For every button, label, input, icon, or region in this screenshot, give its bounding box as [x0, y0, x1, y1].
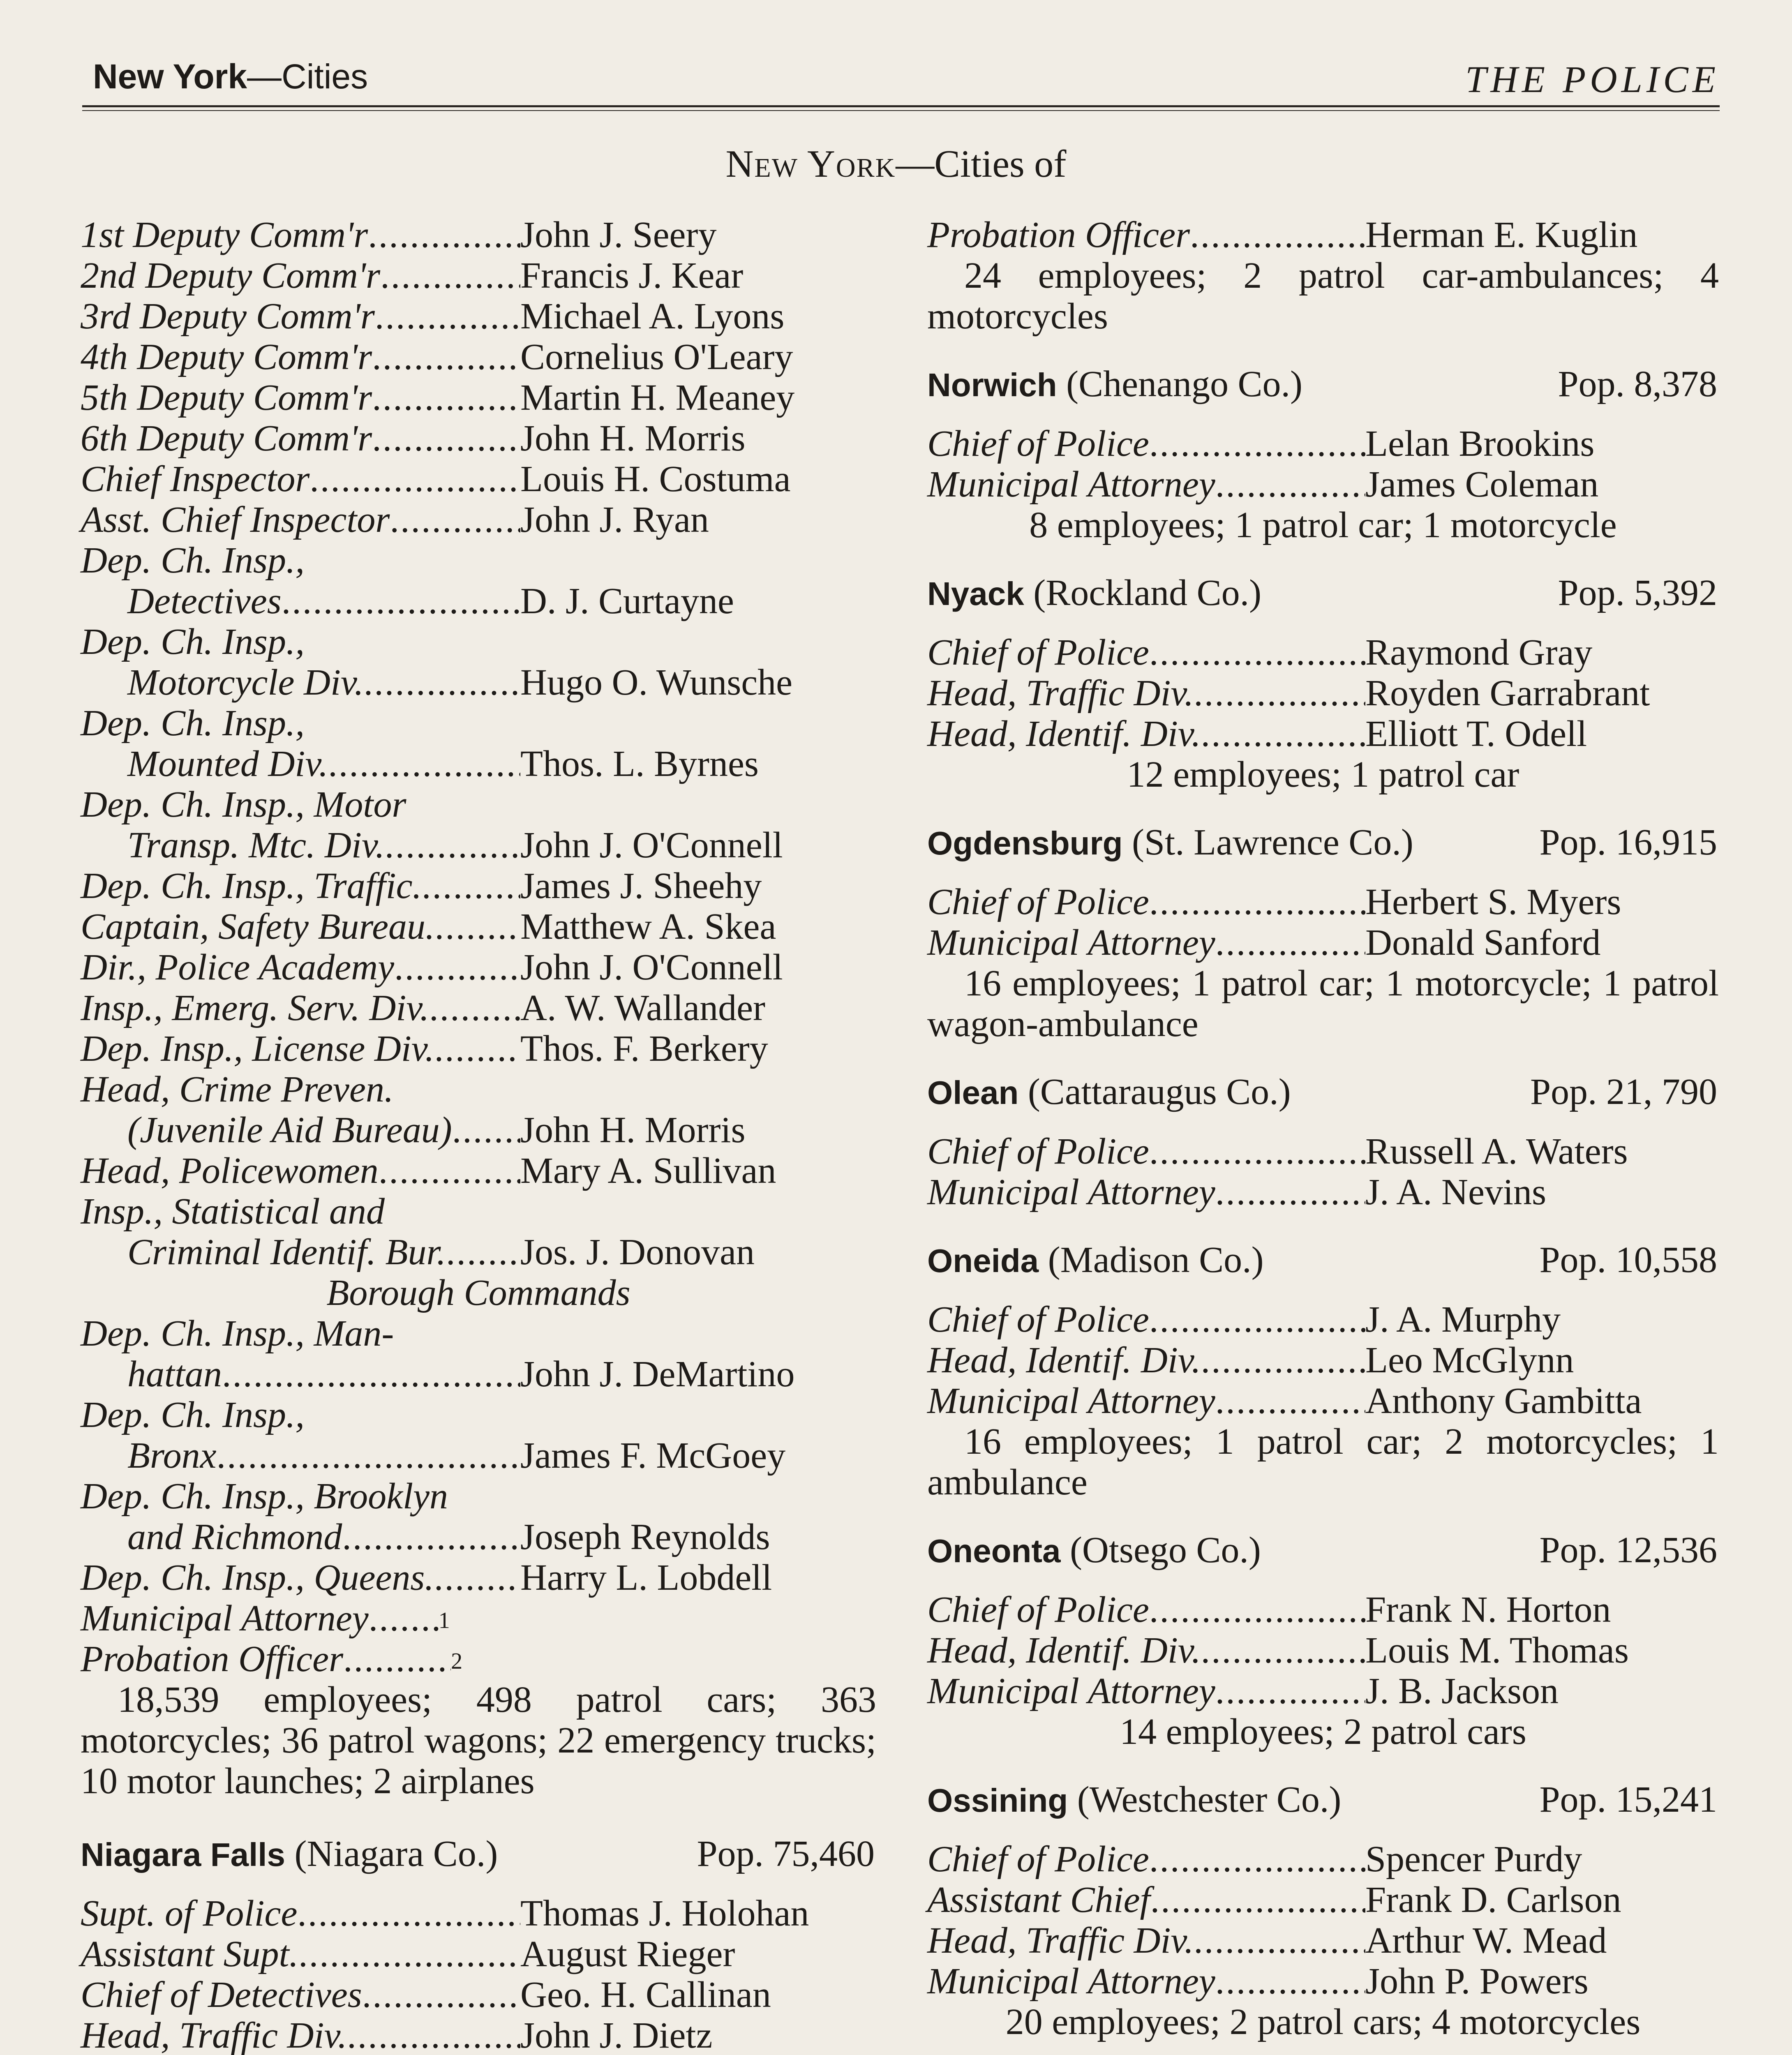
officer-title: Chief of Police: [927, 1839, 1149, 1880]
officer-name: Hugo O. Wunsche: [520, 662, 793, 703]
city-entry: [927, 364, 1719, 545]
officer-title: Head, Traffic Div.: [927, 673, 1194, 713]
officer-row: [81, 1232, 876, 1272]
officer-row: [81, 1517, 876, 1557]
officer-name: John H. Morris: [520, 418, 746, 459]
officer-name: Francis J. Kear: [520, 255, 744, 296]
officer-row: [81, 337, 876, 377]
officer-title: Head, Identif. Div.: [927, 713, 1201, 754]
officer-name: Frank D. Carlson: [1365, 1880, 1621, 1920]
officer-row: [927, 1340, 1719, 1381]
leader-dots: [372, 418, 520, 459]
leader-dots: [379, 1150, 520, 1191]
department-summary: 16 employees; 1 patrol car; 2 motorcycles; 1 ambulance: [927, 1421, 1719, 1503]
right-column: [927, 215, 1719, 2055]
department-summary: 12 employees; 1 patrol car: [1127, 754, 1520, 795]
officer-name: D. J. Curtayne: [520, 581, 734, 621]
officer-title: Municipal Attorney: [927, 922, 1215, 963]
leader-dots: [1190, 215, 1365, 255]
leader-dots: [422, 866, 520, 906]
city-entry: [927, 573, 1719, 795]
officer-title: Dep. Insp., License Div.: [81, 1028, 434, 1069]
officer-name: Arthur W. Mead: [1365, 1920, 1607, 1961]
leader-dots: [364, 662, 520, 703]
officer-title: Municipal Attorney: [81, 1598, 369, 1639]
leader-dots: [309, 459, 520, 499]
officer-title: 6th Deputy Comm'r: [81, 418, 372, 459]
department-summary: 8 employees; 1 patrol car; 1 motorcycle: [1029, 505, 1617, 545]
county-name: (Rockland Co.): [1033, 573, 1262, 613]
officer-title-line: Dep. Ch. Insp., Man-: [81, 1313, 394, 1354]
county-name: (Niagara Co.): [294, 1833, 498, 1874]
city-name: Ossining: [927, 1782, 1068, 1819]
officer-name: James J. Sheehy: [520, 866, 762, 906]
officer-name: John J. Seery: [520, 215, 717, 255]
officer-title: Asst. Chief Inspector: [81, 499, 390, 540]
officer-row: [927, 1131, 1719, 1172]
officer-row: [81, 1974, 876, 2015]
officer-row: [927, 1839, 1719, 1880]
leader-dots: [1149, 1589, 1365, 1630]
officer-title: Mounted Div.: [127, 743, 328, 784]
leader-dots: [390, 499, 520, 540]
officer-row: [927, 632, 1719, 673]
leader-dots: [394, 947, 520, 988]
officer-name: Donald Sanford: [1365, 922, 1601, 963]
officer-row: [927, 1961, 1719, 2002]
leader-dots: [343, 1639, 451, 1679]
leader-dots: [217, 1435, 520, 1476]
city-heading: [927, 364, 1719, 405]
officer-name: Leo McGlynn: [1365, 1340, 1574, 1381]
officer-name: John H. Morris: [520, 1110, 746, 1150]
leader-dots: [1149, 423, 1365, 464]
officer-title: Head, Traffic Div.: [81, 2015, 347, 2055]
officer-row: [927, 1671, 1719, 1711]
officer-row: [81, 825, 876, 866]
population: Pop. 10,558: [1539, 1240, 1717, 1280]
leader-dots: [368, 215, 520, 255]
leader-dots: [1194, 673, 1365, 713]
officer-name: Thos. F. Berkery: [520, 1028, 768, 1069]
officer-name: Thomas J. Holohan: [520, 1893, 809, 1934]
city-entry: [927, 1530, 1719, 1752]
city-heading: [81, 1833, 876, 1875]
city-name: Oneida: [927, 1242, 1039, 1279]
officer-row: Municipal Attorney ..... $^1$: [81, 1598, 876, 1639]
officer-row: [81, 743, 876, 784]
city-entry: [927, 1240, 1719, 1503]
department-summary: 14 employees; 2 patrol cars: [1120, 1711, 1526, 1752]
officer-name: Herbert S. Myers: [1365, 882, 1621, 922]
new-york-officer-list: [81, 215, 876, 1801]
officer-row: [927, 1920, 1719, 1961]
officer-title: Municipal Attorney: [927, 464, 1215, 505]
officer-row: [927, 1589, 1719, 1630]
leader-dots: [1149, 882, 1365, 922]
leader-dots: [1215, 464, 1365, 505]
officer-name: Anthony Gambitta: [1365, 1381, 1642, 1421]
leader-dots: [282, 581, 520, 621]
officer-row: [927, 1880, 1719, 1920]
officer-row: [927, 882, 1719, 922]
leader-dots: [434, 1028, 520, 1069]
department-summary: 24 employees; 2 patrol car-ambulances; 4 motorcycles: [927, 255, 1719, 337]
officer-title: Probation Officer: [81, 1639, 344, 1679]
officer-name: James Coleman: [1365, 464, 1599, 505]
officer-title: 1st Deputy Comm'r: [81, 215, 368, 255]
section-title-city: New York: [725, 143, 896, 185]
officer-row: [81, 255, 876, 296]
officer-row: Probation Officer ..... $^2$: [81, 1639, 876, 1679]
officer-title-line: Dep. Ch. Insp.,: [81, 703, 305, 743]
officer-row: [927, 215, 1719, 255]
officer-name: John J. Dietz: [520, 2015, 713, 2055]
city-heading: [927, 573, 1719, 614]
officer-row: [81, 866, 876, 906]
leader-dots: [429, 988, 520, 1028]
officer-title: Transp. Mtc. Div.: [127, 825, 385, 866]
officer-name: Louis M. Thomas: [1365, 1630, 1629, 1671]
leader-dots: [297, 1893, 520, 1934]
officer-name: John J. Ryan: [520, 499, 709, 540]
city-heading: [927, 1530, 1719, 1571]
leader-dots: [375, 296, 520, 337]
officer-title-line: Dep. Ch. Insp.,: [81, 1395, 305, 1435]
officer-title: Chief of Detectives: [81, 1974, 362, 2015]
officer-title-line: Insp., Statistical and: [81, 1191, 385, 1232]
officer-title: Dep. Ch. Insp., Traffic.: [81, 866, 422, 906]
section-title: [0, 142, 1792, 186]
county-name: (Westchester Co.): [1077, 1779, 1342, 1820]
officer-title: Dep. Ch. Insp., Queens.: [81, 1557, 434, 1598]
leader-dots: [362, 1974, 520, 2015]
officer-title: 4th Deputy Comm'r: [81, 337, 372, 377]
officer-name: Herman E. Kuglin: [1365, 215, 1638, 255]
officer-title-line: Head, Crime Preven.: [81, 1069, 394, 1110]
officer-row: [81, 215, 876, 255]
county-name: (Otsego Co.): [1069, 1530, 1261, 1570]
officer-title: Motorcycle Div.: [127, 662, 364, 703]
officer-name: J. B. Jackson: [1365, 1671, 1559, 1711]
officer-name: Royden Garrabrant: [1365, 673, 1650, 713]
leader-dots: [1201, 713, 1365, 754]
officer-name: Martin H. Meaney: [520, 377, 795, 418]
officer-title: Assistant Chief: [927, 1880, 1150, 1920]
officer-title: Municipal Attorney: [927, 1671, 1215, 1711]
officer-title-line: Dep. Ch. Insp.,: [81, 540, 305, 581]
borough-commands-heading: Borough Commands: [326, 1272, 630, 1313]
officer-title: Head, Identif. Div.: [927, 1340, 1201, 1381]
section-title-rest: —Cities of: [896, 143, 1067, 185]
officer-title: 3rd Deputy Comm'r: [81, 296, 375, 337]
department-summary: 16 employees; 1 patrol car; 1 motorcycle; 1 patrol wagon-ambulance: [927, 963, 1719, 1044]
officer-row: [81, 418, 876, 459]
new-york-continued: [927, 215, 1719, 337]
leader-dots: [298, 1934, 520, 1974]
officer-title: Chief of Police: [927, 1589, 1149, 1630]
officer-title: Detectives: [127, 581, 282, 621]
officer-row: [927, 1630, 1719, 1671]
officer-title-line: Dep. Ch. Insp., Motor: [81, 784, 406, 825]
population: Pop. 16,915: [1539, 822, 1717, 863]
officer-row: [81, 1934, 876, 1974]
officer-title: Chief of Police: [927, 632, 1149, 673]
officer-title: Head, Policewomen: [81, 1150, 379, 1191]
city-name: Oneonta: [927, 1533, 1061, 1569]
officer-name: Louis H. Costuma: [520, 459, 791, 499]
leader-dots: [446, 1232, 520, 1272]
city-name: Nyack: [927, 575, 1024, 612]
leader-dots: [1149, 632, 1365, 673]
city-entry: [927, 1779, 1719, 2042]
officer-name: Elliott T. Odell: [1365, 713, 1587, 754]
officer-name: Russell A. Waters: [1365, 1131, 1628, 1172]
city-entry: [81, 1833, 876, 2055]
leader-dots: [452, 1110, 520, 1150]
header-rule-thin: [82, 110, 1720, 111]
officer-title: Criminal Identif. Bur.: [127, 1232, 446, 1272]
running-header-right: THE POLICE: [1465, 58, 1720, 100]
officer-name: Raymond Gray: [1365, 632, 1593, 673]
officer-title: Dir., Police Academy: [81, 947, 395, 988]
officer-title: 5th Deputy Comm'r: [81, 377, 372, 418]
officer-row: [81, 1110, 876, 1150]
officer-row: [81, 1557, 876, 1598]
officer-title: hattan: [127, 1354, 222, 1395]
city-entry: [927, 822, 1719, 1044]
officer-title: 2nd Deputy Comm'r: [81, 255, 381, 296]
officer-row: [927, 1172, 1719, 1212]
population: Pop. 12,536: [1539, 1530, 1717, 1570]
officer-row: [81, 459, 876, 499]
leader-dots: [347, 2015, 520, 2055]
officer-title: Insp., Emerg. Serv. Div.: [81, 988, 430, 1028]
leader-dots: [1215, 1381, 1365, 1421]
officer-title: Chief Inspector: [81, 459, 310, 499]
officer-name: Geo. H. Callinan: [520, 1974, 771, 2015]
officer-row: [81, 906, 876, 947]
leader-dots: [1215, 1172, 1365, 1212]
leader-dots: [1215, 1671, 1365, 1711]
officer-row: [81, 2015, 876, 2055]
officer-title: Chief of Police: [927, 882, 1149, 922]
officer-title: Captain, Safety Bureau.: [81, 906, 435, 947]
officer-row: [927, 1299, 1719, 1340]
officer-title: Municipal Attorney: [927, 1381, 1215, 1421]
officer-row: [927, 922, 1719, 963]
running-header-left: [93, 57, 368, 97]
leader-dots: [369, 1598, 439, 1639]
population: Pop. 15,241: [1539, 1779, 1717, 1820]
officer-row: [927, 464, 1719, 505]
officer-row: [927, 713, 1719, 754]
officer-title: Assistant Supt.: [81, 1934, 299, 1974]
leader-dots: [380, 255, 520, 296]
officer-name: Matthew A. Skea: [520, 906, 776, 947]
header-rule: [82, 105, 1720, 107]
officer-row: [927, 423, 1719, 464]
officer-name: John P. Powers: [1365, 1961, 1589, 2002]
officer-title-line: Dep. Ch. Insp.,: [81, 621, 305, 662]
officer-row: [81, 988, 876, 1028]
officer-title: Municipal Attorney: [927, 1172, 1215, 1212]
leader-dots: [328, 743, 520, 784]
officer-row: [81, 1435, 876, 1476]
city-entry: [927, 1071, 1719, 1212]
officer-title: Municipal Attorney: [927, 1961, 1215, 2002]
officer-title: Chief of Police: [927, 1131, 1149, 1172]
officer-name: Spencer Purdy: [1365, 1839, 1582, 1880]
officer-name: Lelan Brookins: [1365, 423, 1595, 464]
officer-name: A. W. Wallander: [520, 988, 765, 1028]
officer-row: [81, 1354, 876, 1395]
leader-dots: [1150, 1880, 1365, 1920]
officer-row: [81, 296, 876, 337]
officer-name: James F. McGoey: [520, 1435, 786, 1476]
officer-name: Thos. L. Byrnes: [520, 743, 759, 784]
officer-name: Joseph Reynolds: [520, 1517, 770, 1557]
county-name: (Madison Co.): [1048, 1240, 1264, 1280]
officer-name: Cornelius O'Leary: [520, 337, 793, 377]
leader-dots: [342, 1517, 520, 1557]
officer-row: [81, 499, 876, 540]
header-section: —Cities: [247, 57, 368, 96]
officer-title: Chief of Police: [927, 1299, 1149, 1340]
leader-dots: [1215, 1961, 1365, 2002]
officer-title: and Richmond: [127, 1517, 342, 1557]
leader-dots: [1215, 922, 1365, 963]
leader-dots: [1201, 1340, 1365, 1381]
officer-name: Jos. J. Donovan: [520, 1232, 755, 1272]
city-heading: [927, 1071, 1719, 1113]
leader-dots: [372, 337, 520, 377]
population: Pop. 8,378: [1558, 364, 1717, 404]
officer-name: Mary A. Sullivan: [520, 1150, 776, 1191]
department-summary: 18,539 employees; 498 patrol cars; 363 motorcycles; 36 patrol wagons; 22 emergency trucks; 10 motor launches; 2 airplanes: [81, 1679, 876, 1801]
officer-row: [81, 947, 876, 988]
officer-row: [81, 1893, 876, 1934]
officer-name: Michael A. Lyons: [520, 296, 785, 337]
officer-name: Frank N. Horton: [1365, 1589, 1611, 1630]
officer-name: John J. O'Connell: [520, 825, 783, 866]
leader-dots: [1149, 1299, 1365, 1340]
officer-row: [927, 1381, 1719, 1421]
header-state: New York: [93, 57, 247, 96]
officer-name: J. A. Murphy: [1365, 1299, 1561, 1340]
city-heading: [927, 1240, 1719, 1281]
officer-row: [81, 1150, 876, 1191]
city-name: Olean: [927, 1074, 1019, 1111]
officer-title: Head, Traffic Div.: [927, 1920, 1194, 1961]
officer-name: August Rieger: [520, 1934, 735, 1974]
county-name: (St. Lawrence Co.): [1132, 822, 1413, 863]
officer-row: [81, 377, 876, 418]
city-name: Norwich: [927, 367, 1057, 403]
city-heading: [927, 1779, 1719, 1821]
city-name: Niagara Falls: [81, 1836, 286, 1873]
leader-dots: [372, 377, 520, 418]
officer-row: [81, 662, 876, 703]
leader-dots: [222, 1354, 520, 1395]
officer-name: J. A. Nevins: [1365, 1172, 1547, 1212]
leader-dots: [1149, 1131, 1365, 1172]
officer-name: John J. DeMartino: [520, 1354, 795, 1395]
officer-name: John J. O'Connell: [520, 947, 783, 988]
department-summary: 20 employees; 2 patrol cars; 4 motorcycles: [1005, 2002, 1641, 2042]
leader-dots: [385, 825, 520, 866]
officer-row: [927, 673, 1719, 713]
leader-dots: [435, 906, 520, 947]
officer-title: Supt. of Police: [81, 1893, 298, 1934]
city-name: Ogdensburg: [927, 825, 1123, 861]
population: Pop. 75,460: [697, 1833, 875, 1874]
population: Pop. 21, 790: [1530, 1071, 1717, 1112]
left-column: [81, 215, 876, 2055]
county-name: (Cattaraugus Co.): [1028, 1071, 1291, 1112]
officer-title: (Juvenile Aid Bureau): [127, 1110, 452, 1150]
leader-dots: [1194, 1920, 1365, 1961]
population: Pop. 5,392: [1558, 573, 1717, 613]
officer-name: Harry L. Lobdell: [520, 1557, 772, 1598]
leader-dots: [1201, 1630, 1365, 1671]
leader-dots: [1149, 1839, 1365, 1880]
county-name: (Chenango Co.): [1066, 364, 1302, 404]
officer-title: Head, Identif. Div.: [927, 1630, 1201, 1671]
officer-title-line: Dep. Ch. Insp., Brooklyn: [81, 1476, 448, 1517]
city-heading: [927, 822, 1719, 864]
officer-title: Bronx: [127, 1435, 217, 1476]
officer-title: Probation Officer: [927, 215, 1190, 255]
officer-row: [81, 1028, 876, 1069]
officer-row: [81, 581, 876, 621]
leader-dots: [434, 1557, 520, 1598]
officer-title: Chief of Police: [927, 423, 1149, 464]
